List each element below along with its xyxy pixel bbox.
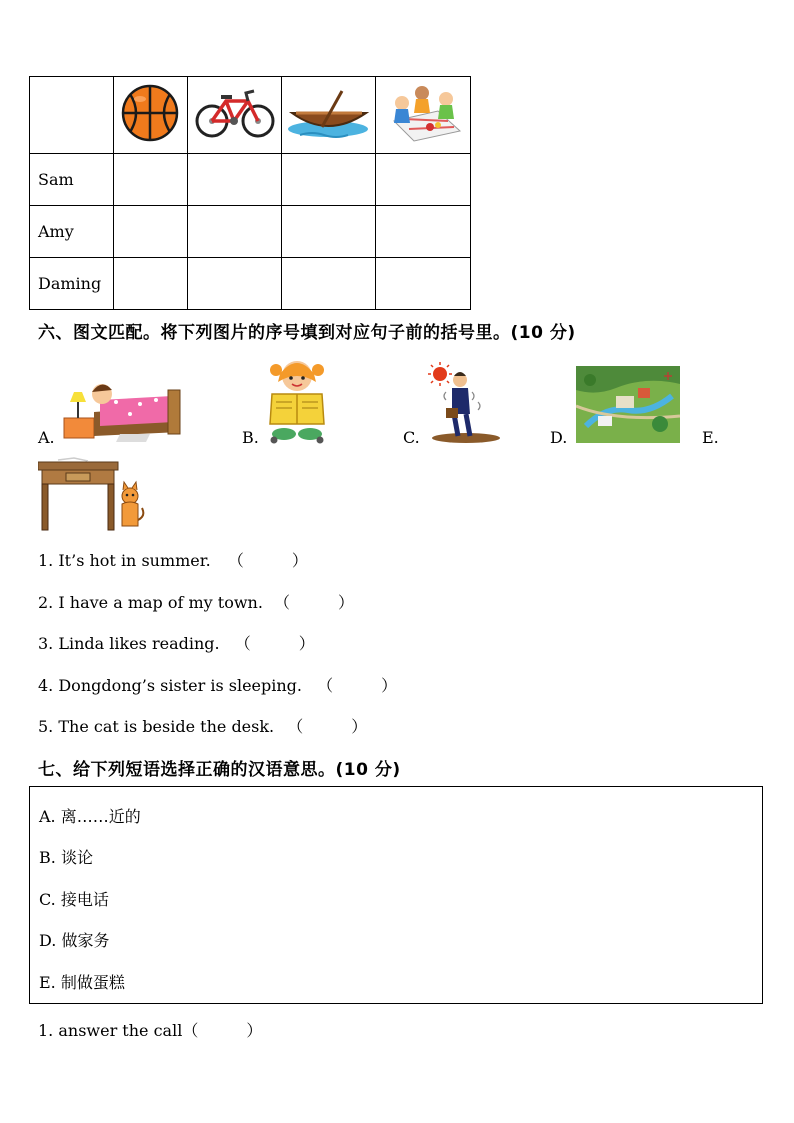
table-row [30,258,471,310]
sentence-text: 5. The cat is beside the desk. [38,717,275,736]
option-letter: A. [39,807,56,826]
option-text: 接电话 [60,890,109,909]
table-header-row [30,77,471,154]
sentence-text: 4. Dongdong’s sister is sleeping. [38,676,303,695]
section-7-heading: 七、给下列短语选择正确的汉语意思。(10 分) [38,760,401,780]
table-header-cell [188,77,282,154]
option-letter: D. [39,931,57,950]
option-letter: E. [39,973,56,992]
sentence-1 [38,548,308,571]
option-text: 离……近的 [60,807,141,826]
picture-label-d: D. [550,428,568,447]
answer-blank[interactable]: （ ） [287,717,368,736]
row-name: Sam [30,154,114,206]
option-text: 制做蛋糕 [60,973,125,992]
picture-label-e: E. [702,428,719,447]
hot-sun-man-icon [426,362,502,444]
sentence-4 [38,673,397,696]
answer-blank[interactable]: （ ） [234,634,315,653]
answer-cell[interactable] [188,206,282,258]
sentence-5 [38,714,367,737]
answer-cell[interactable] [376,154,471,206]
basketball-icon [114,77,187,149]
answer-blank[interactable]: （ ） [227,551,308,570]
question-text: 1. answer the call [38,1021,183,1040]
reading-girl-icon [262,356,332,444]
answer-cell[interactable] [114,154,188,206]
town-map-icon [576,366,680,443]
desk-cat-icon [38,456,146,534]
option-b [39,845,93,868]
answer-cell[interactable] [114,206,188,258]
sentence-text: 3. Linda likes reading. [38,634,220,653]
option-d [39,928,109,951]
picture-label-c: C. [403,428,420,447]
option-a [39,804,141,827]
table-header-cell [114,77,188,154]
option-letter: C. [39,890,56,909]
option-e [39,970,125,993]
row-name: Amy [30,206,114,258]
sentence-text: 2. I have a map of my town. [38,593,263,612]
options-box [29,786,763,1004]
answer-cell[interactable] [114,258,188,310]
picture-label-b: B. [242,428,259,447]
answer-cell[interactable] [282,258,376,310]
table-row [30,154,471,206]
table-header-cell [376,77,471,154]
sleeping-girl-icon [60,372,186,442]
boat-icon [282,77,375,149]
sentence-2 [38,590,354,613]
bicycle-icon [188,77,281,149]
sentence-3 [38,631,315,654]
answer-cell[interactable] [282,154,376,206]
answer-cell[interactable] [376,258,471,310]
answer-cell[interactable] [282,206,376,258]
picture-label-a: A. [38,428,55,447]
row-name: Daming [30,258,114,310]
answer-cell[interactable] [188,258,282,310]
table-row [30,206,471,258]
sentence-text: 1. It’s hot in summer. [38,551,211,570]
section-6-heading: 六、图文匹配。将下列图片的序号填到对应句子前的括号里。(10 分) [38,323,576,343]
option-text: 做家务 [61,931,110,950]
activity-table [29,76,471,310]
question-1 [38,1018,262,1041]
table-corner-cell [30,77,114,154]
answer-cell[interactable] [376,206,471,258]
answer-cell[interactable] [188,154,282,206]
option-c [39,887,109,910]
answer-blank[interactable]: （ ） [274,593,355,612]
picnic-icon [376,77,470,149]
table-header-cell [282,77,376,154]
option-letter: B. [39,848,56,867]
option-text: 谈论 [60,848,93,867]
answer-blank[interactable]: （ ） [317,676,398,695]
answer-blank[interactable]: （ ） [182,1021,263,1040]
